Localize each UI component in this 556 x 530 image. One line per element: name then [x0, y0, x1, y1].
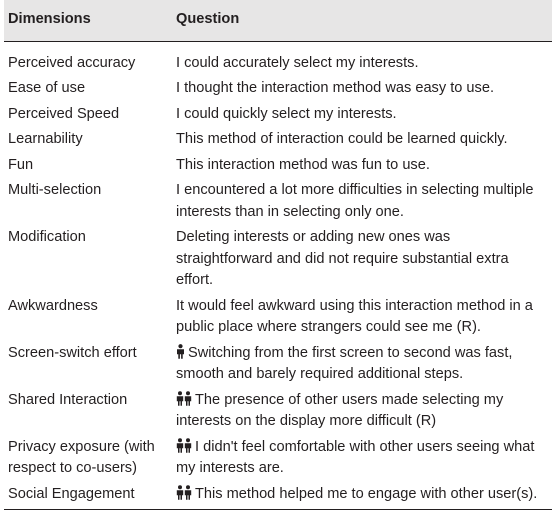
table-row — [4, 388, 552, 435]
question-text: This interaction method was fun to use. — [176, 156, 430, 173]
dimension-cell: Perceived accuracy — [8, 54, 136, 71]
question-text: Switching from the first screen to second was fast, smooth and barely required additional steps. — [176, 344, 513, 382]
dimension-cell: Privacy exposure (with respect to co-users) — [8, 438, 155, 476]
question-text: I thought the interaction method was easy to use. — [176, 80, 495, 96]
table-row — [4, 102, 552, 128]
question-cell — [172, 153, 552, 179]
table-row — [4, 76, 552, 102]
question-text: This method helped me to engage with other user(s). — [195, 485, 538, 502]
question-cell — [172, 294, 552, 341]
question-text: I encountered a lot more difficulties in selecting multiple interests than in selecting only one. — [176, 182, 534, 220]
multi-user-icon — [176, 438, 192, 453]
dimension-cell: Awkwardness — [8, 297, 98, 314]
question-text: The presence of other users made selecting my interests on the display more difficult (R) — [176, 391, 504, 429]
table-body — [4, 41, 552, 510]
question-cell — [172, 102, 552, 128]
dimension-cell: Ease of use — [8, 80, 86, 96]
table-header — [4, 0, 552, 41]
question-text: I could accurately select my interests. — [176, 54, 419, 71]
header-row — [4, 0, 552, 41]
question-text: It would feel awkward using this interaction method in a public place where strangers could see me (R). — [176, 297, 533, 335]
question-cell — [172, 41, 552, 76]
question-cell — [172, 225, 552, 294]
question-cell — [172, 435, 552, 482]
table-row — [4, 294, 552, 341]
question-cell — [172, 178, 552, 225]
table-row — [4, 41, 552, 76]
multi-user-icon — [176, 391, 192, 406]
header-question: Question — [172, 0, 552, 41]
dimension-cell: Shared Interaction — [8, 391, 128, 408]
table-row — [4, 435, 552, 482]
table-row — [4, 341, 552, 388]
question-cell — [172, 388, 552, 435]
question-text: This method of interaction could be learned quickly. — [176, 131, 508, 147]
question-cell — [172, 341, 552, 388]
question-text: I could quickly select my interests. — [176, 105, 397, 122]
table-row — [4, 178, 552, 225]
multi-user-icon — [176, 485, 192, 500]
questionnaire-table — [4, 0, 552, 510]
table-row — [4, 482, 552, 510]
question-cell — [172, 127, 552, 153]
dimension-cell: Learnability — [8, 131, 83, 147]
dimension-cell: Modification — [8, 229, 86, 245]
table-row — [4, 153, 552, 179]
dimension-cell: Screen-switch effort — [8, 344, 137, 361]
dimension-cell: Multi-selection — [8, 182, 102, 198]
single-user-icon — [176, 344, 185, 359]
table-row — [4, 225, 552, 294]
table-row — [4, 127, 552, 153]
dimension-cell: Perceived Speed — [8, 105, 120, 122]
question-cell — [172, 482, 552, 510]
dimension-cell: Fun — [8, 156, 34, 173]
dimension-cell: Social Engagement — [4, 482, 172, 510]
question-text: Deleting interests or adding new ones was straightforward and did not require substantial extra effort. — [176, 229, 509, 288]
question-cell — [172, 76, 552, 102]
header-dimensions: Dimensions — [4, 0, 172, 41]
question-text: I didn't feel comfortable with other users seeing what my interests are. — [176, 438, 535, 476]
